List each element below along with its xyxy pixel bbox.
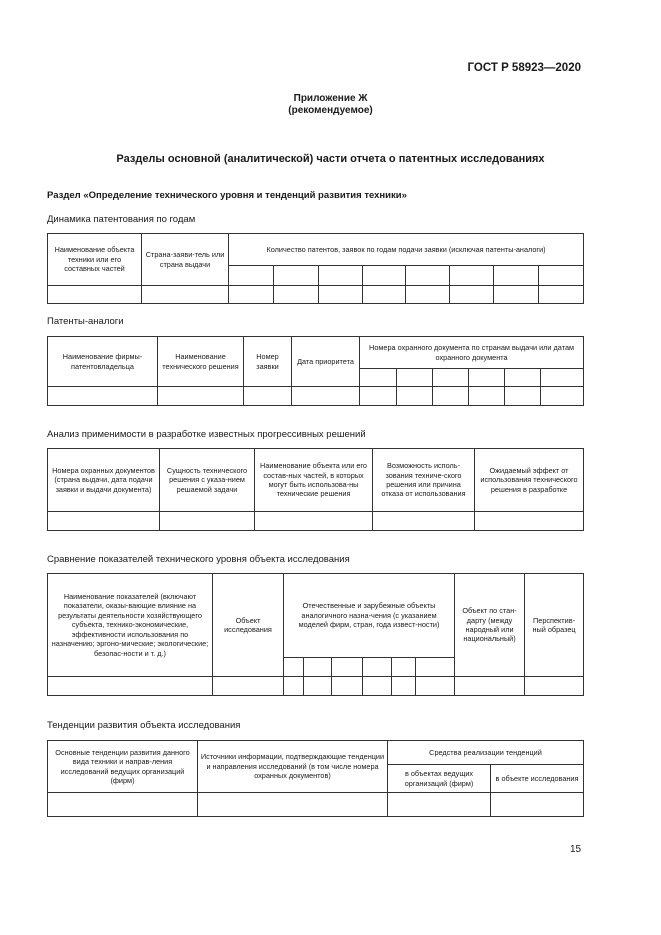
header-tech-solution: Наименование технического решения [158, 337, 244, 387]
main-title: Разделы основной (аналитической) части отчета о патентных исследованиях [116, 153, 545, 165]
table4-caption: Сравнение показателей технического уровня объекта исследования [47, 554, 350, 565]
table-patent-analogs [47, 336, 584, 406]
appendix-title: Приложение Ж [293, 93, 368, 104]
header-country: Страна-заяви-тель или страна выдачи [142, 234, 229, 286]
header-solution-essence: Сущность технического решения с указа-нием решаемой задачи [160, 449, 255, 512]
header-prospective-sample: Перспектив-ный образец [525, 574, 584, 677]
header-research-object: в объекте исследования [491, 765, 584, 793]
table-row [48, 387, 584, 406]
table-row [48, 286, 584, 304]
appendix-subtitle: (рекомендуемое) [288, 105, 373, 116]
header-priority-date: Дата приоритета [292, 337, 360, 387]
table-development-trends [47, 740, 584, 817]
header-expected-effect: Ожидаемый эффект от использования технического решения в разработке [475, 449, 584, 512]
header-leading-organizations: в объектах ведущих организаций (фирм) [388, 765, 491, 793]
table2-caption: Патенты-аналоги [47, 316, 124, 327]
header-object-name: Наименование объекта техники или его составных частей [48, 234, 142, 286]
header-patent-count: Количество патентов, заявок по годам подачи заявки (исключая патенты-аналоги) [229, 234, 584, 266]
table5-caption: Тенденции развития объекта исследования [47, 720, 241, 731]
table-patent-dynamics [47, 233, 584, 304]
header-document-numbers: Номера охранного документа по странам выдачи или датам охранного документа [360, 337, 584, 369]
header-implementation-means: Средства реализации тенденций [388, 741, 584, 765]
header-application-number: Номер заявки [244, 337, 292, 387]
table1-caption: Динамика патентования по годам [47, 214, 196, 225]
page-number: 15 [570, 844, 582, 855]
header-info-sources: Источники информации, подтверждающие тенденции и направления исследований (в том числе номера охранных документов) [198, 741, 388, 793]
table-row [48, 677, 584, 696]
standard-number: ГОСТ Р 58923—2020 [467, 62, 581, 74]
table-technical-level [47, 573, 584, 696]
header-usability: Возможность исполь-зования техниче-ского решения или причина отказа от использования [373, 449, 475, 512]
header-research-object: Объект исследования [213, 574, 284, 677]
table-row [48, 793, 584, 817]
table-row [48, 512, 584, 531]
header-indicator-name: Наименование показателей (включают показатели, оказы-вающие влияние на результаты деятельности хозяйствующего субъекта, технико-экономические, эффективности использования по назначению; эргоно-мические; экологические; безопас-ности и т. д.) [48, 574, 213, 677]
section-title: Раздел «Определение технического уровня и тенденций развития техники» [47, 190, 407, 201]
table3-caption: Анализ применимости в разработке известных прогрессивных решений [47, 429, 366, 440]
table-applicability [47, 448, 584, 531]
header-document-numbers: Номера охранных документов (страна выдачи, дата подачи заявки и выдачи документа) [48, 449, 160, 512]
header-standard-object: Объект по стан-дарту (между народный или национальный) [455, 574, 525, 677]
header-object-parts: Наименование объекта или его состав-ных частей, в которых могут быть использова-ны технические решения [255, 449, 373, 512]
header-analog-objects: Отечественные и зарубежные объекты аналогичного назна-чения (с указанием моделей фирм, стран, года извест-ности) [284, 574, 455, 658]
header-firm-name: Наименование фирмы-патентовладельца [48, 337, 158, 387]
header-main-trends: Основные тенденции развития данного вида техники и направ-ления исследований ведущих организаций (фирм) [48, 741, 198, 793]
